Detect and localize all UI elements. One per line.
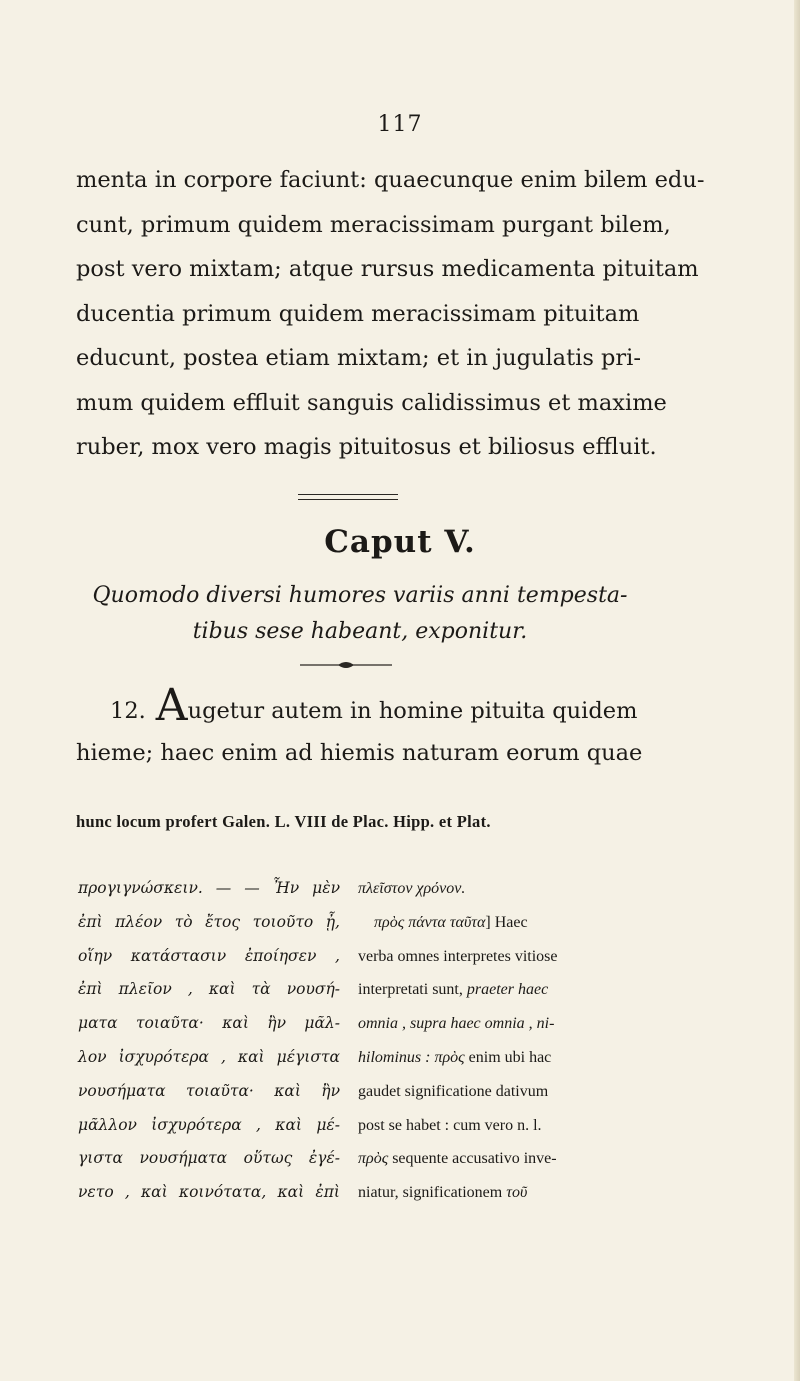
- footnote-reference: hunc locum profert Galen. L. VIII de Plac. Hipp. et Plat.: [76, 812, 491, 831]
- note-line: [358, 973, 620, 1007]
- page-number: 117: [377, 112, 423, 137]
- text-line: ruber, mox vero magis pituitosus et biliosus effluit.: [76, 434, 657, 460]
- paragraph-number: 12.: [110, 698, 146, 724]
- note-line: [358, 1041, 620, 1075]
- ornament-divider: [300, 658, 392, 672]
- drop-cap: A: [155, 680, 188, 731]
- note-fragment: interpretati sunt,: [358, 981, 467, 999]
- greek-line: νετο , καὶ κοινότατα, καὶ ἐπὶ: [78, 1183, 340, 1202]
- note-line: [358, 906, 620, 940]
- text-line: mum quidem effluit sanguis calidissimus et maxime: [76, 389, 667, 416]
- note-fragment: πλεῖστον χρόνον.: [358, 880, 466, 897]
- subtitle-line: Quomodo diversi humores variis anni tempesta-: [92, 583, 628, 608]
- note-fragment: praeter haec: [466, 981, 549, 999]
- paragraph-second-line: hieme; haec enim ad hiemis naturam eorum quae: [76, 740, 643, 766]
- note-fragment: ] Haec: [485, 913, 528, 931]
- note-fragment: niatur, significationem: [358, 1184, 507, 1202]
- note-line: [358, 1007, 620, 1041]
- paragraph-first-line: [76, 680, 638, 732]
- text-line: post vero mixtam; atque rursus medicamenta pituitam: [76, 256, 699, 282]
- text-line: ducentia primum quidem meracissimam pituitam: [76, 300, 640, 327]
- chapter-subtitle: [60, 578, 660, 650]
- greek-line: ἐπὶ πλεῖον , καὶ τὰ νουσή-: [78, 980, 340, 999]
- note-fragment: omnia , supra haec omnia , ni-: [358, 1015, 555, 1033]
- greek-line: μᾶλλον ἰσχυρότερα , καὶ μέ-: [78, 1115, 340, 1134]
- note-line: [358, 940, 620, 974]
- note-line: [358, 1142, 620, 1176]
- note-line: [358, 1075, 620, 1109]
- section-divider: [298, 494, 398, 500]
- paragraph-12: [76, 680, 643, 774]
- footnote-right-column: [358, 872, 620, 1210]
- greek-line: οἵην κατάστασιν ἐποίησεν ,: [78, 946, 340, 965]
- note-fragment: hilominus :: [358, 1048, 435, 1066]
- greek-line: ματα τοιαῦτα· καὶ ἢν μᾶλ-: [78, 1014, 340, 1033]
- paragraph-first-line-text: ugetur autem in homine pituita quidem: [187, 698, 638, 724]
- note-fragment: verba omnes interpretes vitiose: [358, 947, 558, 965]
- note-fragment: enim ubi hac: [464, 1048, 552, 1066]
- note-fragment: gaudet significatione dativum: [358, 1082, 549, 1100]
- chapter-title: Caput V.: [324, 524, 476, 560]
- greek-line: γιστα νουσήματα οὕτως ἐγέ-: [78, 1149, 340, 1168]
- note-fragment: πρὸς πάντα ταῦτα: [358, 913, 486, 931]
- footnote-left-column: [78, 872, 340, 1210]
- note-line: [358, 1176, 620, 1210]
- text-line: educunt, postea etiam mixtam; et in jugulatis pri-: [76, 345, 641, 371]
- note-line: [358, 872, 620, 906]
- greek-line: προγιγνώσκειν. — — Ἦν μὲν: [78, 879, 340, 897]
- text-line: menta in corpore faciunt: quaecunque enim bilem edu-: [76, 167, 705, 193]
- page-edge: [794, 0, 800, 1381]
- note-fragment: sequente accusativo inve-: [388, 1150, 557, 1168]
- subtitle-line: tibus sese habeant, exponitur.: [192, 619, 528, 644]
- note-fragment: post se habet : cum vero n. l.: [358, 1116, 542, 1134]
- greek-line: ἐπὶ πλέον τὸ ἔτος τοιοῦτο ᾖ,: [78, 912, 340, 931]
- main-text: [76, 158, 705, 470]
- note-fragment: πρὸς: [434, 1048, 465, 1066]
- greek-line: λον ἰσχυρότερα , καὶ μέγιστα: [78, 1047, 340, 1066]
- text-line: cunt, primum quidem meracissimam purgant bilem,: [76, 211, 671, 238]
- note-fragment: τοῦ: [506, 1184, 528, 1202]
- greek-line: νουσήματα τοιαῦτα· καὶ ἢν: [78, 1081, 340, 1100]
- note-fragment: πρὸς: [358, 1150, 389, 1168]
- note-line: [358, 1109, 620, 1143]
